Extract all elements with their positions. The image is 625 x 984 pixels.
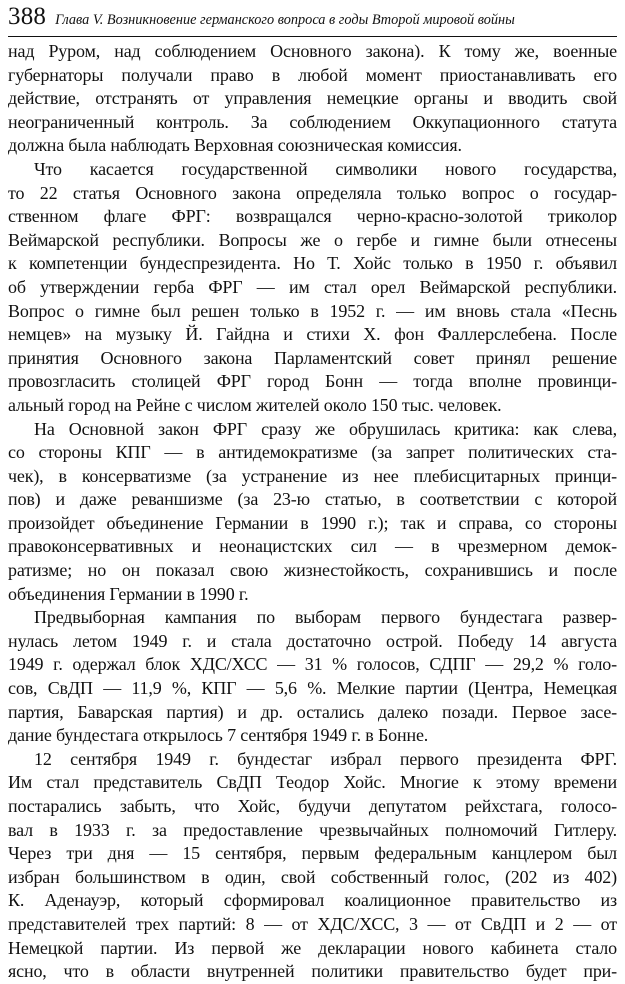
text-line: Им стал представитель СвДП Теодор Хойс. Многие к этому времени — [8, 772, 617, 793]
text-line: 1949 г. одержал блок ХДС/ХСС — 31 % голосов, СДПГ — 29,2 % голо- — [8, 654, 617, 675]
text-line: правоконсервативных и неонацистских сил — в чрезмерном демок- — [8, 536, 617, 557]
text-line: пов) и даже реваншизме (за 23-ю статью, в соответствии с которой — [8, 489, 617, 510]
text-line: вал в 1933 г. за предоставление чрезвычайных полномочий Гитлеру. — [8, 819, 617, 840]
text-line: избран большинством в один, свой собственный голос, (202 из 402) — [8, 866, 617, 887]
text-line: альный город на Рейне с числом жителей около 150 тыс. человек. — [8, 394, 502, 415]
text-line: Что касается государственной символики нового государства, — [34, 158, 617, 179]
page-header — [8, 2, 617, 37]
text-line: немцев» на музыку Й. Гайдна и стихи Х. фон Фаллерслебена. После — [8, 324, 617, 345]
paragraph — [8, 40, 617, 158]
text-line: объединения Германии в 1990 г. — [8, 583, 249, 604]
text-line: сов, СвДП — 11,9 %, КПГ — 5,6 %. Мелкие партии (Центра, Немецкая — [8, 678, 617, 699]
body-text — [8, 40, 617, 984]
paragraph — [8, 606, 617, 748]
text-line: Веймарской республики. Вопросы же о гербе и гимне были отнесены — [8, 229, 617, 250]
text-line: дание бундестага открылось 7 сентября 1949 г. в Бонне. — [8, 725, 429, 746]
text-line: то 22 статья Основного закона определяла только вопрос о государ- — [8, 182, 617, 203]
text-line: действие, отстранять от управления немецкие органы и вводить свой — [8, 88, 617, 109]
text-line: Предвыборная кампания по выборам первого бундестага развер- — [34, 607, 617, 628]
text-line: произойдет объединение Германии в 1990 г.); так и справа, со стороны — [8, 512, 617, 533]
paragraph — [8, 158, 617, 418]
paragraph — [8, 748, 617, 984]
text-line: об утверждении герба ФРГ — им стал орел Веймарской республики. — [8, 276, 617, 297]
text-line: ясно, что в области внутренней политики правительство будет при- — [8, 961, 617, 982]
text-line: провозгласить столицей ФРГ город Бонн — тогда вполне провинци- — [8, 371, 617, 392]
text-line: должна была наблюдать Верховная союзническая комиссия. — [8, 135, 462, 156]
text-line: Через три дня — 15 сентября, первым федеральным канцлером был — [8, 843, 617, 864]
text-line: представителей трех партий: 8 — от ХДС/ХСС, 3 — от СвДП и 2 — от — [8, 913, 617, 934]
text-line: На Основной закон ФРГ сразу же обрушилась критика: как слева, — [34, 418, 617, 439]
text-line: к компетенции бундеспрезидента. Но Т. Хойс только в 1950 г. объявил — [8, 253, 617, 274]
page-number: 388 — [8, 3, 47, 30]
text-line: Вопрос о гимне был решен только в 1952 г. — им вновь стала «Песнь — [8, 300, 617, 321]
running-head: Глава V. Возникновение германского вопроса в годы Второй мировой войны — [55, 12, 515, 28]
text-line: над Руром, над соблюдением Основного закона). К тому же, военные — [8, 41, 617, 61]
text-line: неограниченный контроль. За соблюдением Оккупационного статута — [8, 111, 617, 132]
text-line: ственном флаге ФРГ: возвращался черно-красно-золотой триколор — [8, 206, 617, 227]
text-line: постарались забыть, что Хойс, будучи депутатом рейхстага, голосо- — [8, 796, 617, 816]
text-line: К. Аденауэр, который сформировал коалиционное правительство из — [8, 890, 617, 911]
text-line: губернаторы получали право в любой момент приостанавливать его — [8, 64, 617, 85]
text-line: нулась летом 1949 г. и стала достаточно острой. Победу 14 августа — [8, 630, 617, 651]
text-line: ратизме; но он показал свою жизнестойкость, сохранившись и после — [8, 560, 617, 581]
text-line: 12 сентября 1949 г. бундестаг избрал первого президента ФРГ. — [34, 748, 617, 769]
paragraph — [8, 418, 617, 607]
text-line: принятия Основного закона Парламентский совет принял решение — [8, 347, 617, 368]
text-line: со стороны КПГ — в антидемократизме (за запрет политических ста- — [8, 442, 617, 463]
text-line: партия, Баварская партия) и др. остались далеко позади. Первое засе- — [8, 701, 617, 722]
text-line: чек), в консерватизме (за устранение из нее плебисцитарных принци- — [8, 465, 617, 486]
text-line: Немецкой партии. Из первой же декларации нового кабинета стало — [8, 937, 617, 958]
